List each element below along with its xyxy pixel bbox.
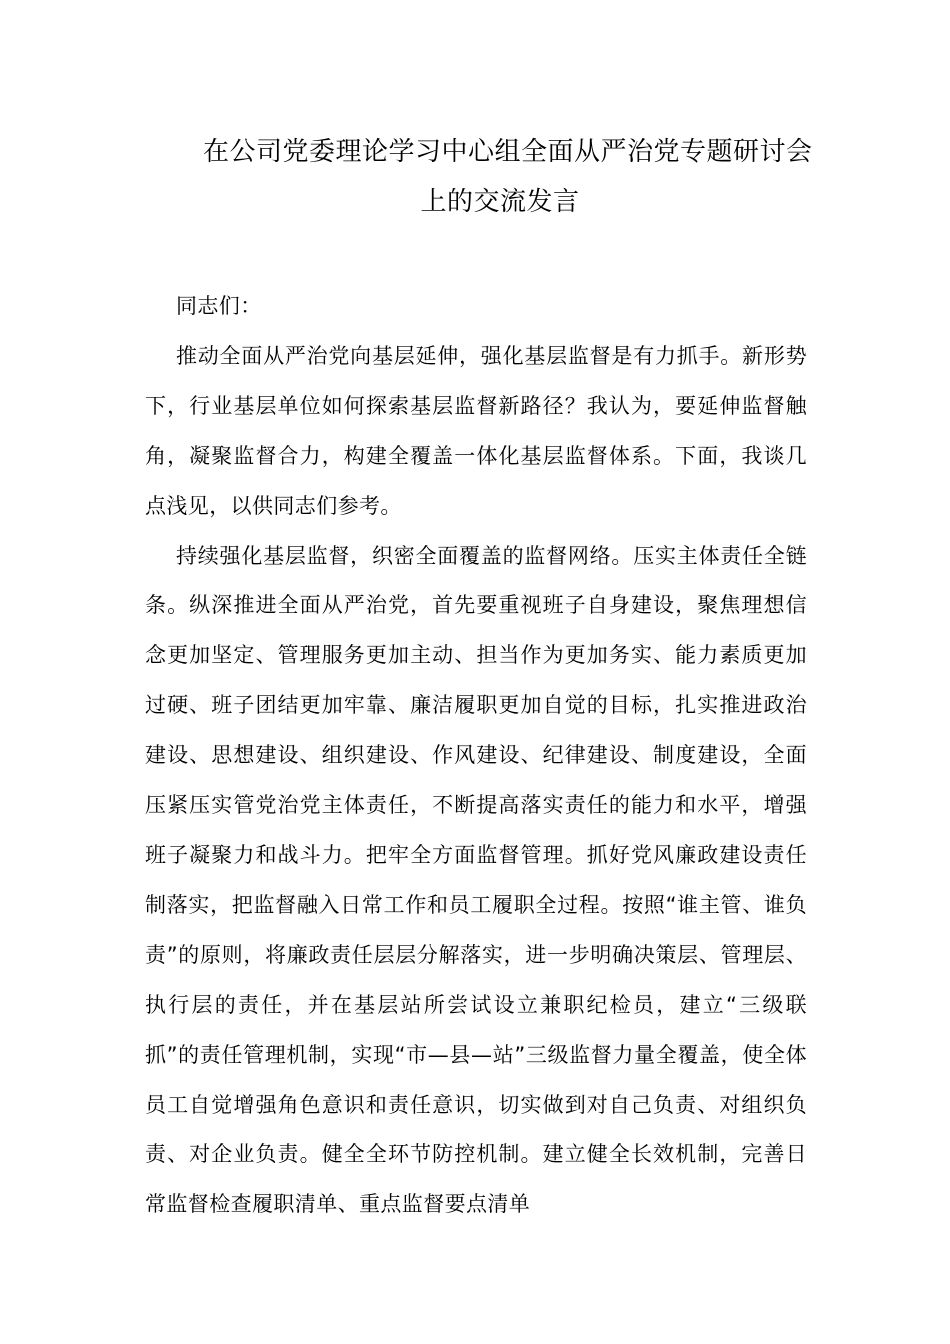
document-body <box>145 282 807 1230</box>
paragraph-intro: 推动全面从严治党向基层延伸，强化基层监督是有力抓手。新形势下，行业基层单位如何探索基层监督新路径？我认为，要延伸监督触角，凝聚监督合力，构建全覆盖一体化基层监督体系。下面，我谈几点浅见，以供同志们参考。 <box>145 343 807 518</box>
document-title-line-2: 上的交流发言 <box>420 187 580 217</box>
salutation: 同志们： <box>176 294 262 318</box>
paragraph-supervision: 持续强化基层监督，织密全面覆盖的监督网络。压实主体责任全链条。纵深推进全面从严治党，首先要重视班子自身建设，聚焦理想信念更加坚定、管理服务更加主动、担当作为更加务实、能力素质更加过硬、班子团结更加牢靠、廉洁履职更加自觉的目标，扎实推进政治建设、思想建设、组织建设、作风建设、纪律建设、制度建设，全面压紧压实管党治党主体责任，不断提高落实责任的能力和水平，增强班子凝聚力和战斗力。把牢全方面监督管理。抓好党风廉政建设责任制落实，把监督融入日常工作和员工履职全过程。按照“谁主管、谁负责”的原则，将廉政责任层层分解落实，进一步明确决策层、管理层、执行层的责任，并在基层站所尝试设立兼职纪检员，建立“三级联抓”的责任管理机制，实现“市—县—站”三级监督力量全覆盖，使全体员工自觉增强角色意识和责任意识，切实做到对自己负责、对组织负责、对企业负责。健全全环节防控机制。建立健全长效机制，完善日常监督检查履职清单、重点监督要点清单 <box>145 543 807 1217</box>
document-title-line-1: 在公司党委理论学习中心组全面从严治党专题研讨会 <box>203 137 813 167</box>
